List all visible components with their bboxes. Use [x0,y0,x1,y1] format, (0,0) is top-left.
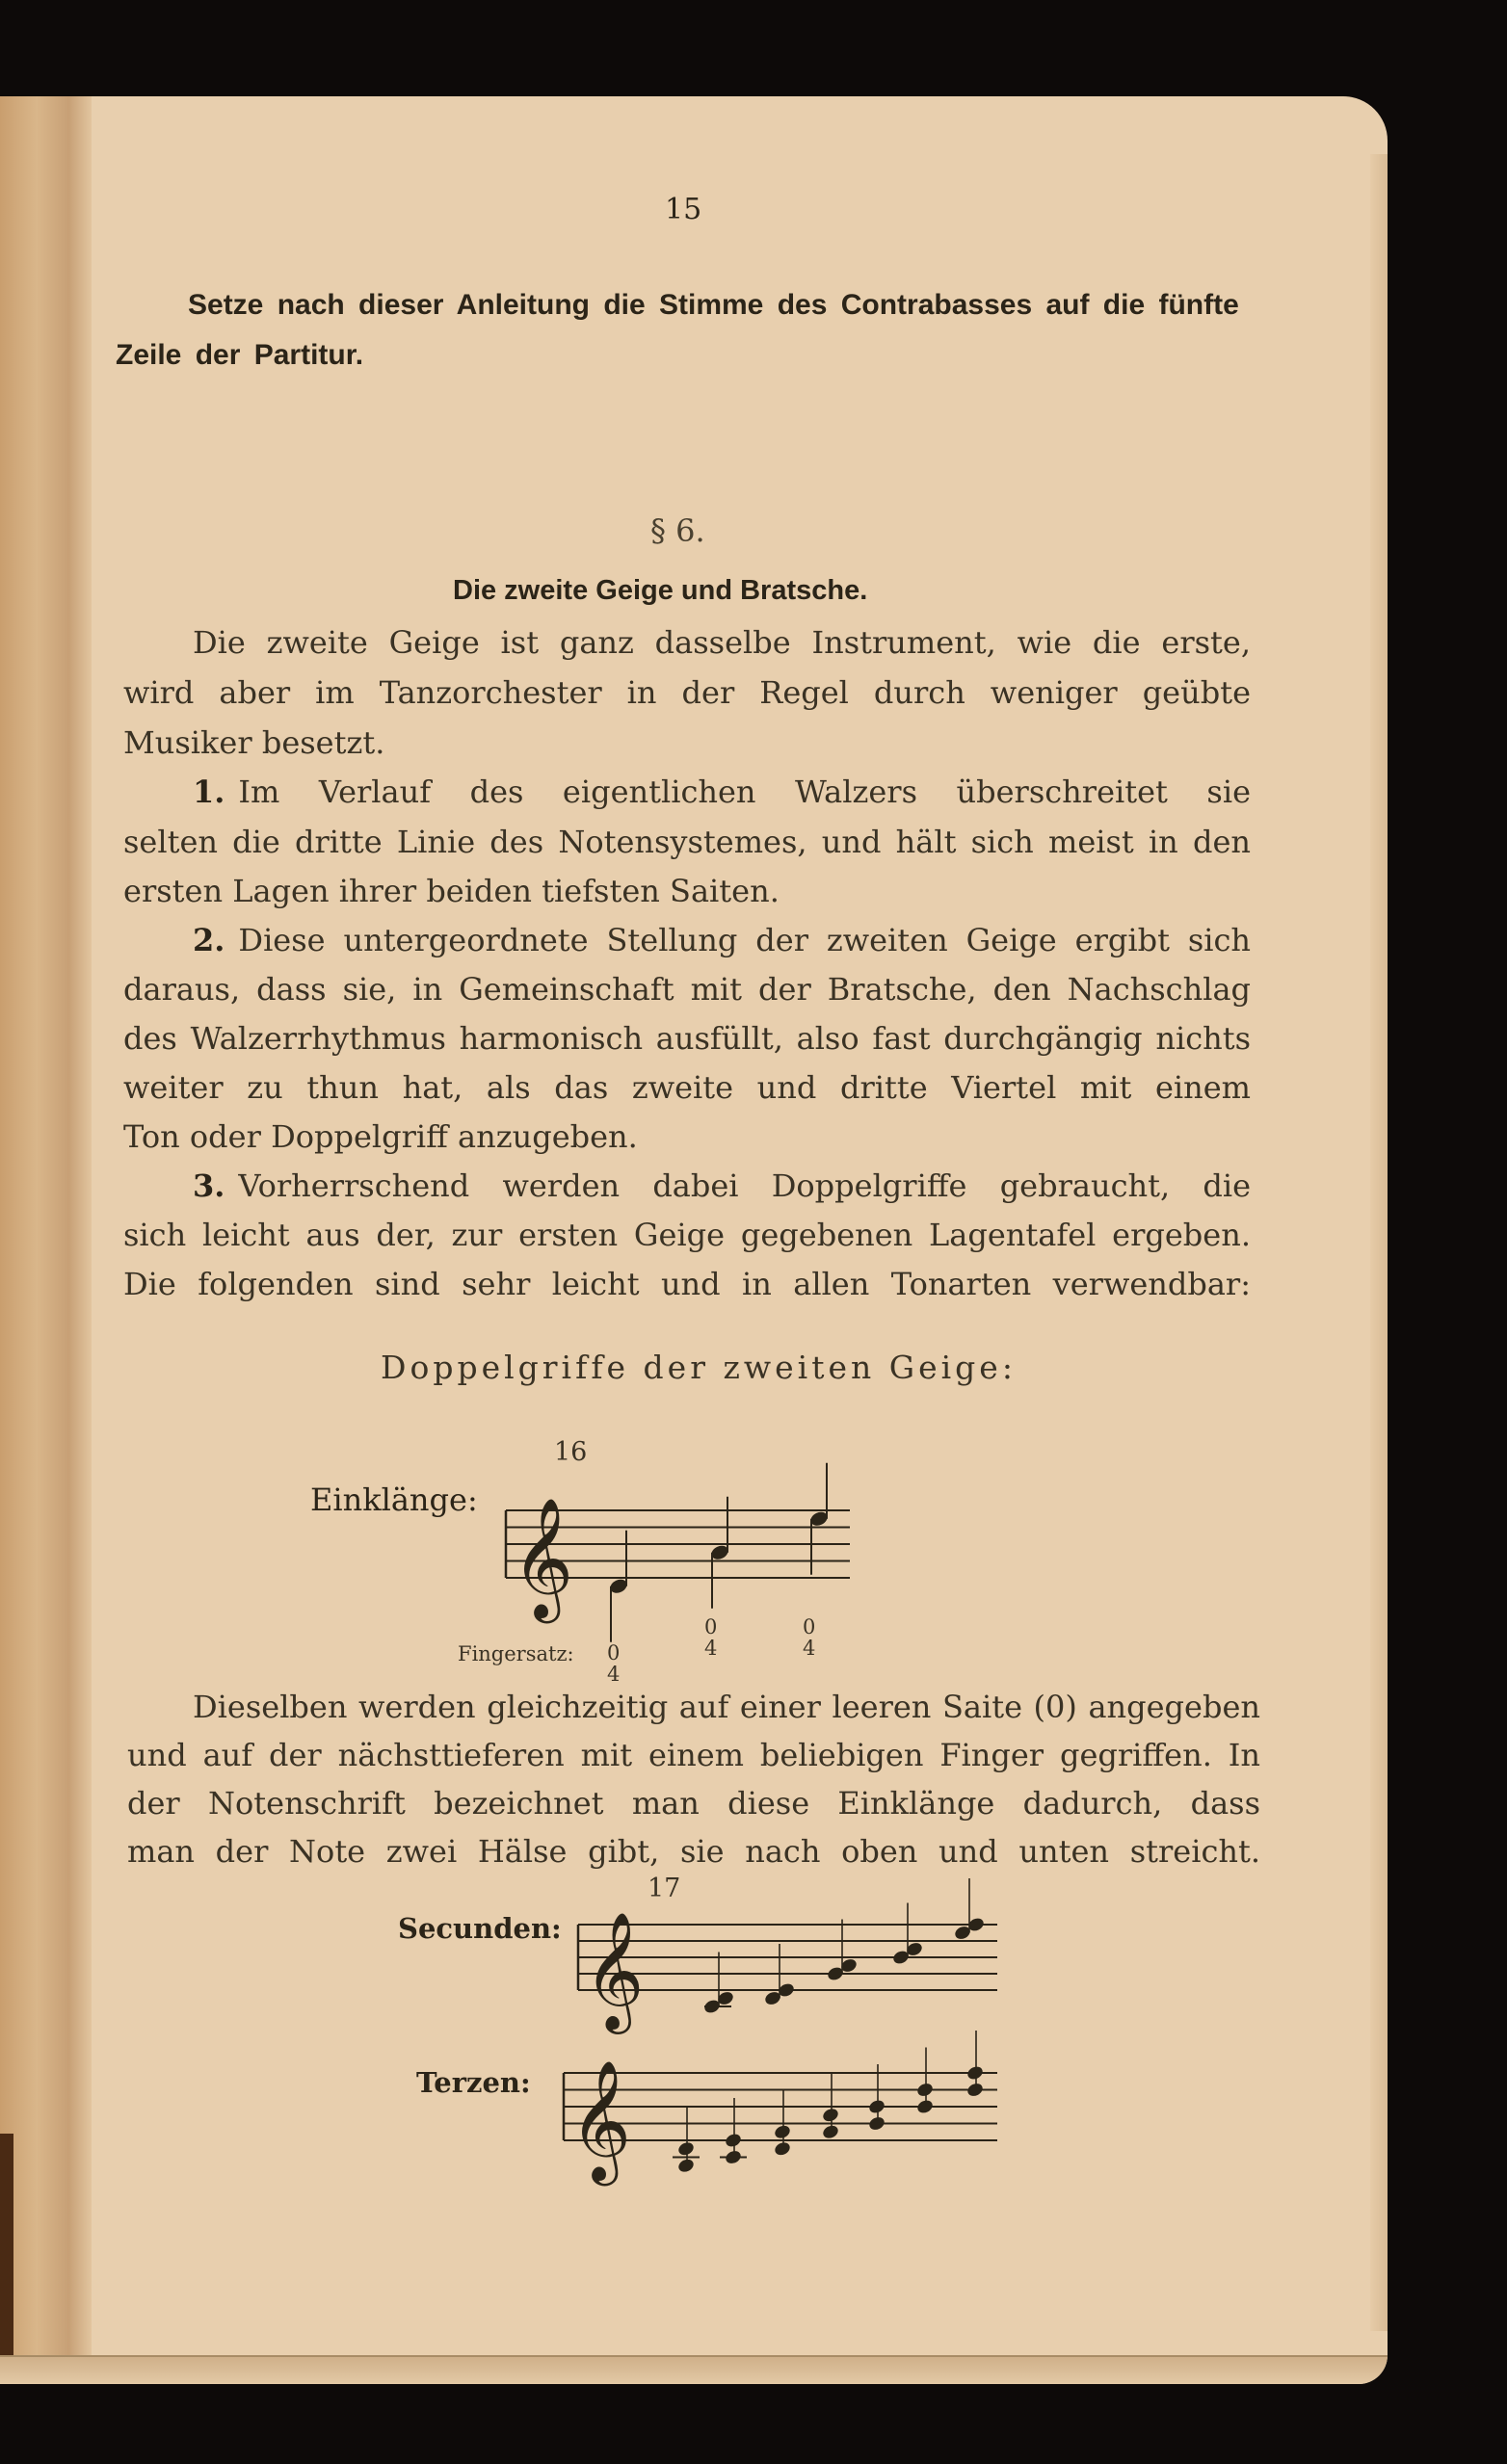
item-number: 2. [193,922,225,958]
paragraph-line: und auf der nächsttieferen mit einem beliebigen Finger gegriffen. In [127,1737,1260,1773]
spine-binding [0,2134,13,2355]
paragraph-line: Diese untergeordnete Stellung der zweiten Geige ergibt sich [238,922,1251,958]
terzen-staff [559,2052,1007,2181]
section-number: § 6. [650,512,705,549]
fingering-1 [607,1642,620,1685]
secunden-staff [573,1907,1007,2030]
fingering-finger: 4 [803,1637,816,1660]
paragraph-line: Dieselben werden gleichzeitig auf einer leeren Saite (0) angegeben [193,1689,1260,1725]
einklaenge-label: Einklänge: [310,1481,478,1518]
book-spine [0,96,92,2384]
example-number-17: 17 [648,1874,681,1903]
note-head [915,2082,935,2099]
note-head [915,2098,935,2115]
note-head [676,2140,696,2158]
paragraph-line: ersten Lagen ihrer beiden tiefsten Saiten. [123,873,780,909]
paragraph-line: Musiker besetzt. [123,724,385,761]
fingering-open: 0 [803,1615,816,1638]
fingering-2 [704,1616,717,1659]
fingering-label: Fingersatz: [458,1642,574,1665]
note-head [867,2115,886,2133]
paragraph-line: daraus, dass sie, in Gemeinschaft mit der Bratsche, den Nachschlag [123,971,1251,1008]
paragraph-line: man der Note zwei Hälse gibt, sie nach oben und unten streicht. [127,1833,1260,1870]
item-number: 1. [193,773,225,810]
fingering-open: 0 [607,1641,621,1665]
page-edge-bottom [0,2355,1388,2384]
section-title: Die zweite Geige und Bratsche. [453,575,868,606]
paragraph-line: Ton oder Doppelgriff anzugeben. [123,1118,638,1155]
note-head [724,2149,743,2166]
paragraph-line: Die zweite Geige ist ganz dasselbe Instrument, wie die erste, [193,624,1251,661]
treble-clef-icon: 𝄞 [512,1495,574,1618]
paragraph-line: Vorherrschend werden dabei Doppelgriffe gebraucht, die [238,1167,1251,1204]
page-edge-right [1370,154,1388,2331]
paragraph-line: Die folgenden sind sehr leicht und in allen Tonarten verwendbar: [123,1266,1251,1302]
example-number-16: 16 [554,1437,588,1467]
item-number: 3. [193,1167,225,1204]
note-head [676,2157,696,2174]
paragraph-line: selten die dritte Linie des Notensystemes, und hält sich meist in den [123,824,1251,860]
note-head [773,2123,792,2140]
book-page [0,96,1388,2384]
paragraph-line: Im Verlauf des eigentlichen Walzers überschreitet sie [238,773,1251,810]
fingering-3 [803,1616,815,1659]
treble-clef-icon: 𝄞 [584,1910,645,2030]
terzen-label: Terzen: [416,2066,531,2099]
secunden-label: Secunden: [398,1912,562,1945]
fingering-open: 0 [704,1615,718,1638]
note-head [773,2140,792,2158]
note-head [965,2082,985,2099]
intro-line-1: Setze nach dieser Anleitung die Stimme des Contrabasses auf die fünfte [188,289,1239,321]
einklaenge-staff [501,1464,858,1618]
paragraph-line: sich leicht aus der, zur ersten Geige gegebenen Lagentafel ergeben. [123,1217,1251,1253]
intro-line-2: Zeile der Partitur. [116,339,364,371]
paragraph-line: weiter zu thun hat, als das zweite und dritte Viertel mit einem [123,1069,1251,1106]
paragraph-line: des Walzerrhythmus harmonisch ausfüllt, also fast durchgängig nichts [123,1020,1251,1057]
note-head [724,2132,743,2149]
paragraph-line: wird aber im Tanzorchester in der Regel durch weniger geübte [123,674,1251,711]
note-head [965,2064,985,2082]
numbered-paragraph-1 [193,773,1251,810]
note-head [867,2098,886,2115]
note-head [821,2123,840,2140]
fingering-finger: 4 [607,1663,621,1686]
numbered-paragraph-2 [193,922,1251,958]
page-number: 15 [665,193,702,226]
numbered-paragraph-3 [193,1167,1251,1204]
fingering-finger: 4 [704,1637,718,1660]
figure-caption: Doppelgriffe der zweiten Geige: [381,1349,1017,1386]
paragraph-line: der Notenschrift bezeichnet man diese Einklänge dadurch, dass [127,1785,1260,1822]
note-head [821,2107,840,2124]
treble-clef-icon: 𝄞 [569,2058,632,2181]
